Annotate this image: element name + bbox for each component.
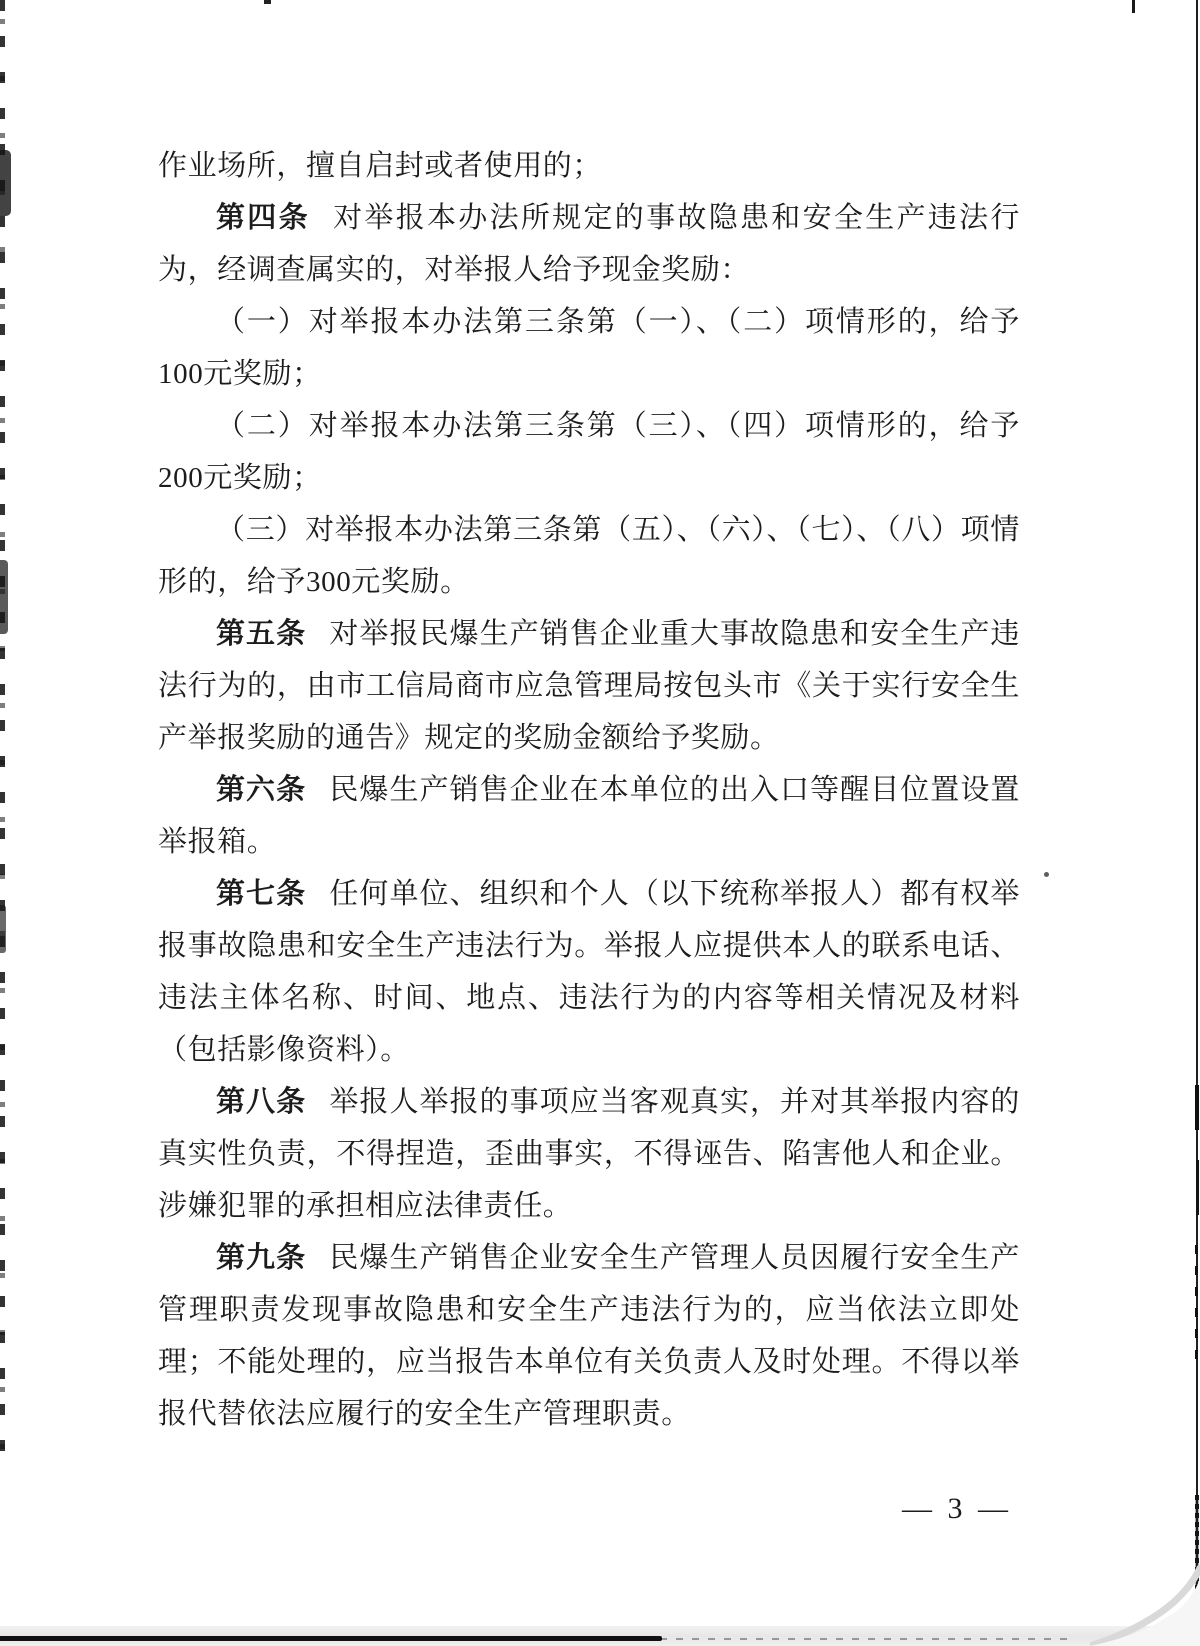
- paragraph: [158, 296, 1020, 400]
- paragraph: [158, 608, 1020, 764]
- paragraph: [158, 868, 1020, 1076]
- paragraph: [158, 140, 1020, 192]
- scan-artifact-right-mark: [1195, 1245, 1198, 1370]
- page-curl-bottom-right: [1090, 1556, 1200, 1646]
- page-bottom-edge-shadow: [0, 1626, 1200, 1646]
- article-number: 第六条: [216, 774, 307, 806]
- paragraph: [158, 504, 1020, 608]
- scan-artifact-right-edge-line: [1196, 0, 1198, 1620]
- paragraph-text: 任何单位、组织和个人（以下统称举报人）都有权举报事故隐患和安全生产违法行为。举报人应提供本人的联系电话、违法主体名称、时间、地点、违法行为的内容等相关情况及材料（包括影像资料）。: [158, 878, 1020, 1066]
- page-number: — 3 —: [902, 1492, 1012, 1525]
- scan-artifact-smudge: [0, 905, 6, 953]
- scan-artifact-right-mark: [1195, 1085, 1199, 1130]
- paragraph-text: 对举报本办法所规定的事故隐患和安全生产违法行为，经调查属实的，对举报人给予现金奖励：: [158, 202, 1020, 286]
- paragraph-text: 对举报民爆生产销售企业重大事故隐患和安全生产违法行为的，由市工信局商市应急管理局按包头市《关于实行安全生产举报奖励的通告》规定的奖励金额给予奖励。: [158, 618, 1020, 754]
- paragraph-text: 举报人举报的事项应当客观真实，并对其举报内容的真实性负责，不得捏造，歪曲事实，不得诬告、陷害他人和企业。涉嫌犯罪的承担相应法律责任。: [158, 1086, 1020, 1222]
- scan-artifact-speck: [1044, 872, 1049, 877]
- paragraph-text: （三）对举报本办法第三条第（五）、（六）、（七）、（八）项情形的，给予300元奖励。: [158, 514, 1020, 598]
- paragraph-text: （一）对举报本办法第三条第（一）、（二）项情形的，给予100元奖励；: [158, 306, 1020, 390]
- scan-artifact-right-mark: [1195, 1495, 1199, 1595]
- paragraph-text: （二）对举报本办法第三条第（三）、（四）项情形的，给予200元奖励；: [158, 410, 1020, 494]
- scan-artifact-smudge: [0, 150, 11, 216]
- article-number: 第九条: [216, 1242, 307, 1274]
- paragraph-text: 民爆生产销售企业在本单位的出入口等醒目位置设置举报箱。: [158, 774, 1020, 858]
- paragraph: [158, 764, 1020, 868]
- paragraph-text: 作业场所，擅自启封或者使用的；: [158, 150, 603, 182]
- scan-artifact-right-mark: [1196, 1160, 1199, 1215]
- paragraph: [158, 400, 1020, 504]
- scan-artifact-smudge: [0, 560, 8, 634]
- page-bottom-edge-line: [660, 1638, 1070, 1640]
- article-number: 第八条: [216, 1086, 307, 1118]
- scan-artifact-left-edge: [0, 0, 5, 1455]
- paragraph: [158, 1076, 1020, 1232]
- paragraph: [158, 192, 1020, 296]
- article-number: 第四条: [216, 202, 310, 234]
- scan-artifact-speck: [1132, 0, 1135, 13]
- document-body: [158, 140, 1020, 1440]
- scan-artifact-speck: [264, 0, 271, 4]
- article-number: 第五条: [216, 618, 307, 650]
- paragraph-text: 民爆生产销售企业安全生产管理人员因履行安全生产管理职责发现事故隐患和安全生产违法行为的，应当依法立即处理；不能处理的，应当报告本单位有关负责人及时处理。不得以举报代替依法应履行的安全生产管理职责。: [158, 1242, 1020, 1430]
- page-bottom-edge-line: [0, 1636, 662, 1641]
- paragraph: [158, 1232, 1020, 1440]
- article-number: 第七条: [216, 878, 307, 910]
